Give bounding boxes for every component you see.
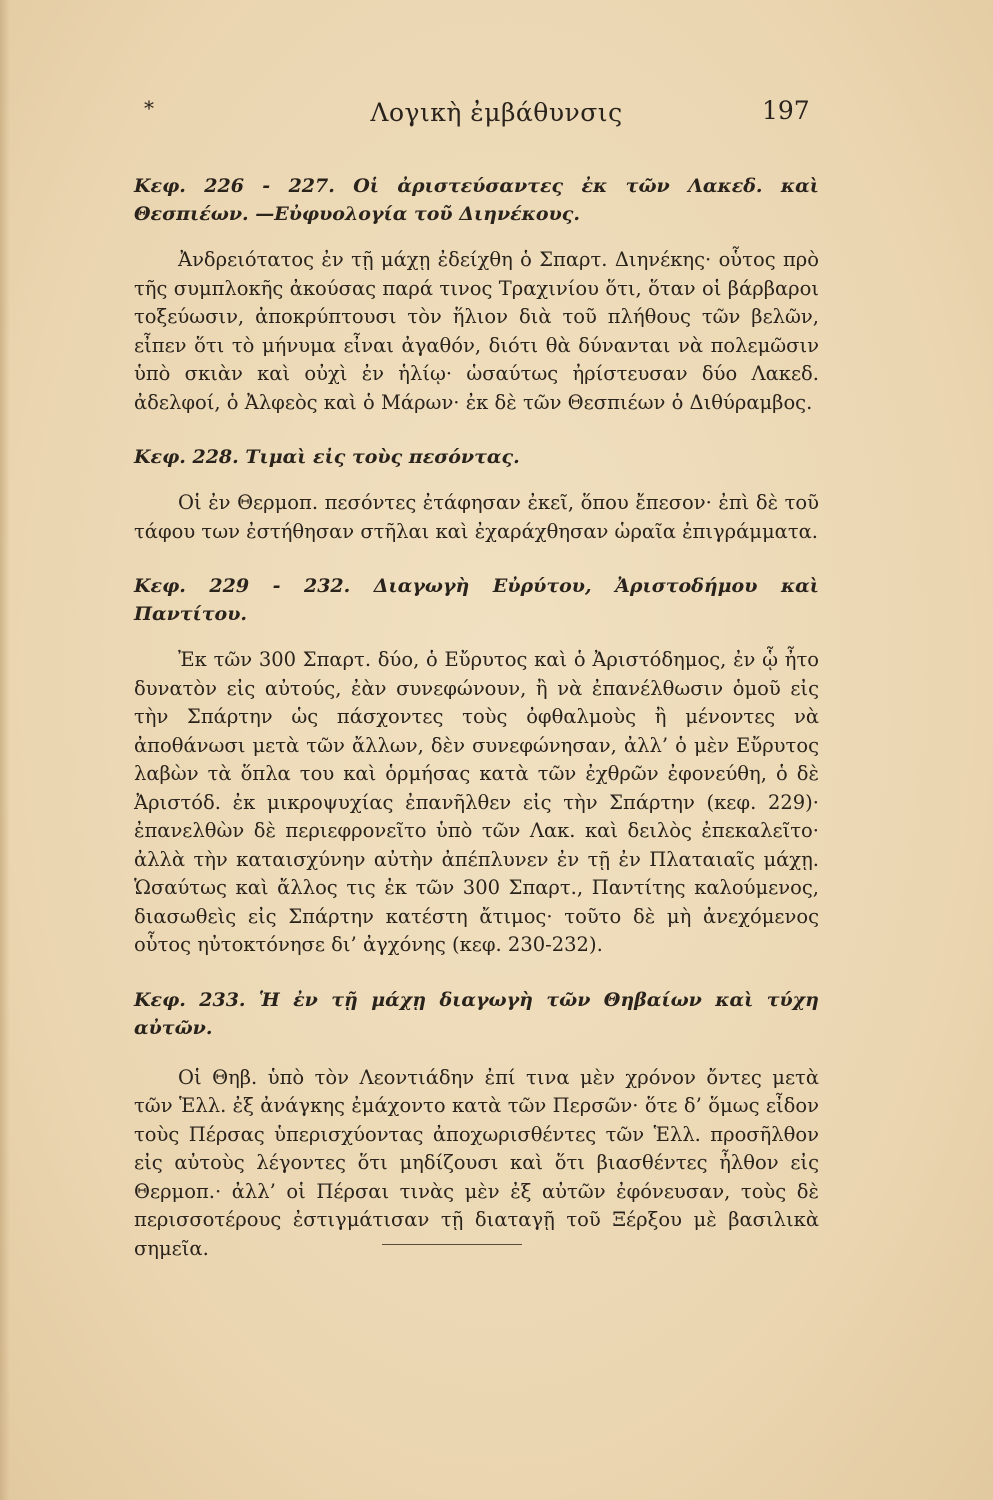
section-paragraph: Ἐκ τῶν 300 Σπαρτ. δύο, ὁ Εὔρυτος καὶ ὁ Ἀριστόδημος, ἐν ᾧ ἦτο δυνατὸν εἰς αὐτούς, ἐὰν συνεφώνουν, ἢ νὰ ἐπανέλθωσιν ὁμοῦ εἰς τὴν Σπάρτην ὡς πάσχοντες τοὺς ὀφθαλμοὺς ἢ μένοντες νὰ ἀποθάνωσι μετὰ τῶν ἄλλων, δὲν συνεφώνησαν, ἀλλ’ ὁ μὲν Εὔρυτος λαβὼν τὰ ὅπλα του καὶ ὁρμήσας κατὰ τῶν ἐχθρῶν ἐφονεύθη, ὁ δὲ Ἀριστόδ. ἐκ μικροψυχίας ἐπανῆλθεν εἰς τὴν Σπάρτην (κεφ. 229)· ἐπανελθὼν δὲ περιεφρονεῖτο ὑπὸ τῶν Λακ. καὶ δειλὸς ἐπεκαλεῖτο· ἀλλὰ τὴν καταισχύνην αὐτὴν ἀπέπλυνεν ἐν τῇ ἐν Πλαταιαῖς μάχῃ. Ὡσαύτως καὶ ἄλλος τις ἐκ τῶν 300 Σπαρτ., Παντίτης καλούμενος, διασωθεὶς εἰς Σπάρτην κατέστη ἄτιμος· τοῦτο δὲ μὴ ἀνεχόμενος οὗτος ηὐτοκτόνησε δι’ ἀγχόνης (κεφ. 230-232). [134, 648, 819, 956]
section-heading: Κεφ. 229 - 232. Διαγωγὴ Εὐρύτου, Ἀριστοδήμου καὶ Παντίτου. [134, 575, 819, 625]
section-heading: Κεφ. 233. Ἡ ἐν τῇ μάχῃ διαγωγὴ τῶν Θηβαίων καὶ τύχη αὐτῶν. [134, 988, 819, 1039]
section-heading: Κεφ. 228. Τιμαὶ εἰς τοὺς πεσόντας. [134, 446, 520, 468]
ink-mark: * [144, 96, 154, 120]
end-rule [382, 1244, 522, 1245]
running-title: Λογικὴ ἐμβάθυνσις [370, 98, 623, 127]
section-paragraph: Οἱ ἐν Θερμοπ. πεσόντες ἐτάφησαν ἐκεῖ, ὅπου ἔπεσον· ἐπὶ δὲ τοῦ τάφου των ἐστήθησαν στῆλαι καὶ ἐχαράχθησαν ὡραῖα ἐπιγράμματα. [134, 491, 819, 543]
section-paragraph: Οἱ Θηβ. ὑπὸ τὸν Λεοντιάδην ἐπί τινα μὲν χρόνον ὄντες μετὰ τῶν Ἑλλ. ἐξ ἀνάγκης ἐμάχοντο κατὰ τῶν Περσῶν· ὅτε δ’ ὅμως εἶδον τοὺς Πέρσας ὑπερισχύοντας ἀποχωρισθέντες τῶν Ἑλλ. προσῆλθον εἰς αὐτοὺς λέγοντες ὅτι μηδίζουσι καὶ ὅτι βιασθέντες ἦλθον εἰς Θερμοπ.· ἀλλ’ οἱ Πέρσαι τινὰς μὲν ἐξ αὐτῶν ἐφόνευσαν, τοὺς δὲ περισσοτέρους ἐστιγμάτισαν τῇ διαταγῇ τοῦ Ξέρξου μὲ βασιλικὰ σημεῖα. [134, 1065, 819, 1260]
section-heading: Κεφ. 226 - 227. Οἱ ἀριστεύσαντες ἐκ τῶν Λακεδ. καὶ Θεσπιέων. —Εὐφυολογία τοῦ Διηνέκους. [134, 175, 819, 225]
page-body [134, 172, 819, 1263]
section-paragraph: Ἀνδρειότατος ἐν τῇ μάχῃ ἐδείχθη ὁ Σπαρτ. Διηνέκης· οὗτος πρὸ τῆς συμπλοκῆς ἀκούσας παρά τινος Τραχινίου ὅτι, ὅταν οἱ βάρβαροι τοξεύωσιν, ἀποκρύπτουσι τὸν ἥλιον διὰ τοῦ πλήθους τῶν βελῶν, εἶπεν ὅτι τὸ μήνυμα εἶναι ἀγαθόν, διότι θὰ δύνανται νὰ πολεμῶσιν ὑπὸ σκιὰν καὶ οὐχὶ ἐν ἡλίῳ· ὡσαύτως ἠρίστευσαν δύο Λακεδ. ἀδελφοί, ὁ Ἀλφεὸς καὶ ὁ Μάρων· ἐκ δὲ τῶν Θεσπιέων ὁ Διθύραμβος. [134, 248, 819, 414]
page-number: 197 [762, 96, 810, 125]
running-header [0, 96, 993, 136]
page-edge-shadow [0, 0, 10, 1500]
